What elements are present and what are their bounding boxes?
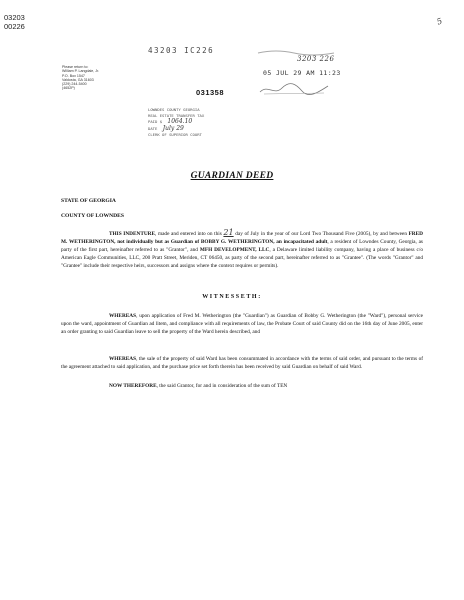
witnesseth-heading: WITNESSETH: xyxy=(202,294,262,300)
whereas-application-paragraph xyxy=(61,313,423,337)
transfer-tax-line: CLERK OF SUPERIOR COURT xyxy=(148,131,202,137)
indenture-day: 21 xyxy=(223,228,234,237)
whereas-sale-paragraph xyxy=(61,356,423,372)
return-to-line: P.O. Box 1547 xyxy=(62,73,85,78)
filed-date-stamp: 05 JUL 29 AM 11:23 xyxy=(263,69,341,77)
indenture-text: , a resident of Lowndes County, Georgia, as party of the first part, hereinafter referred to as "Grantor", and xyxy=(61,238,423,253)
return-to-line: Valdosta, GA 31603 xyxy=(62,77,94,82)
whereas-text: , the sale of the property of said Ward has been consummated in accordance with the terms of said order, and pursuant to the terms of the agreement attached to said application, and the purchase price set forth therein has been received by said Guardian on behalf of said Ward. xyxy=(61,356,423,370)
document-id-line: 03203 xyxy=(4,13,25,22)
indenture-text: , made and entered into on this xyxy=(155,231,224,237)
now-therefore-paragraph xyxy=(61,383,423,391)
return-to-block xyxy=(62,65,132,91)
transfer-tax-date: July 29 xyxy=(162,124,184,132)
now-therefore-lead: NOW THEREFORE xyxy=(109,383,157,389)
indenture-lead: THIS INDENTURE xyxy=(109,231,156,237)
recording-stamp-smudge xyxy=(256,44,336,52)
corner-mark: 5 xyxy=(435,16,444,27)
return-to-line: William P. Langdale, Jr. xyxy=(62,69,100,74)
county-heading: COUNTY OF LOWNDES xyxy=(61,213,124,219)
transfer-tax-line: REAL ESTATE TRANSFER TAX xyxy=(148,113,205,119)
document-id-line: 00226 xyxy=(4,22,25,31)
whereas-lead: WHEREAS xyxy=(109,356,137,362)
transfer-tax-line: DATE xyxy=(148,125,158,131)
indenture-text: , a Delaware limited liability company, having a place of business c/o American Eagle Communities, LLC, 200 Pratt Street, Meriden, CT 06450, as party of the second part, hereinafter referred to as "Grantee". (The words "Grantor" and "Grantee" include their respective heirs, successors and assigns where the context requires or permits). xyxy=(61,246,423,269)
return-to-line: (229) 244-5400 xyxy=(62,82,87,87)
grantee-name: MFH DEVELOPMENT, LLC xyxy=(199,246,270,253)
clerk-signature xyxy=(258,82,330,96)
indenture-text: day of July in the year of our Lord Two Thousand Five (2005), by and between xyxy=(233,231,409,237)
transfer-tax-line: LOWNDES COUNTY GEORGIA xyxy=(148,107,200,112)
book-page-stamp: 43203 IC226 xyxy=(148,46,215,55)
whereas-text: , upon application of Fred M. Wetherington (the "Guardian") as Guardian of Bobby G. Wetherington (the "Ward"), personal service upon the ward, appointment of Guardian ad litem, and compliance with all requirements of law, the Probate Court of said County did on the 16th day of June 2005, enter an order granting to said Guardian leave to sell the property of the Ward herein described, and xyxy=(61,313,423,335)
now-therefore-text: , the said Grantor, for and in consideration of the sum of TEN xyxy=(156,383,288,389)
document-number: 031358 xyxy=(196,88,225,97)
return-to-heading: Please return to: xyxy=(62,65,89,69)
grantor-name: FRED M. WETHERINGTON, not individually but as Guardian of BOBBY G. WETHERINGTON, an incapacitated adult xyxy=(61,231,423,245)
state-heading: STATE OF GEORGIA xyxy=(61,198,116,204)
book-page-handwritten: 3203 226 xyxy=(297,55,335,63)
return-to-line: (4652P) xyxy=(62,86,75,91)
transfer-tax-line: PAID $ xyxy=(148,119,163,125)
whereas-lead: WHEREAS xyxy=(109,313,137,319)
document-id xyxy=(4,13,25,31)
transfer-tax-amount: 1064.10 xyxy=(167,118,193,126)
transfer-tax-stamp xyxy=(148,107,258,138)
document-title: GUARDIAN DEED xyxy=(190,171,274,181)
indenture-paragraph xyxy=(61,229,423,271)
signature-graphic xyxy=(258,82,330,96)
